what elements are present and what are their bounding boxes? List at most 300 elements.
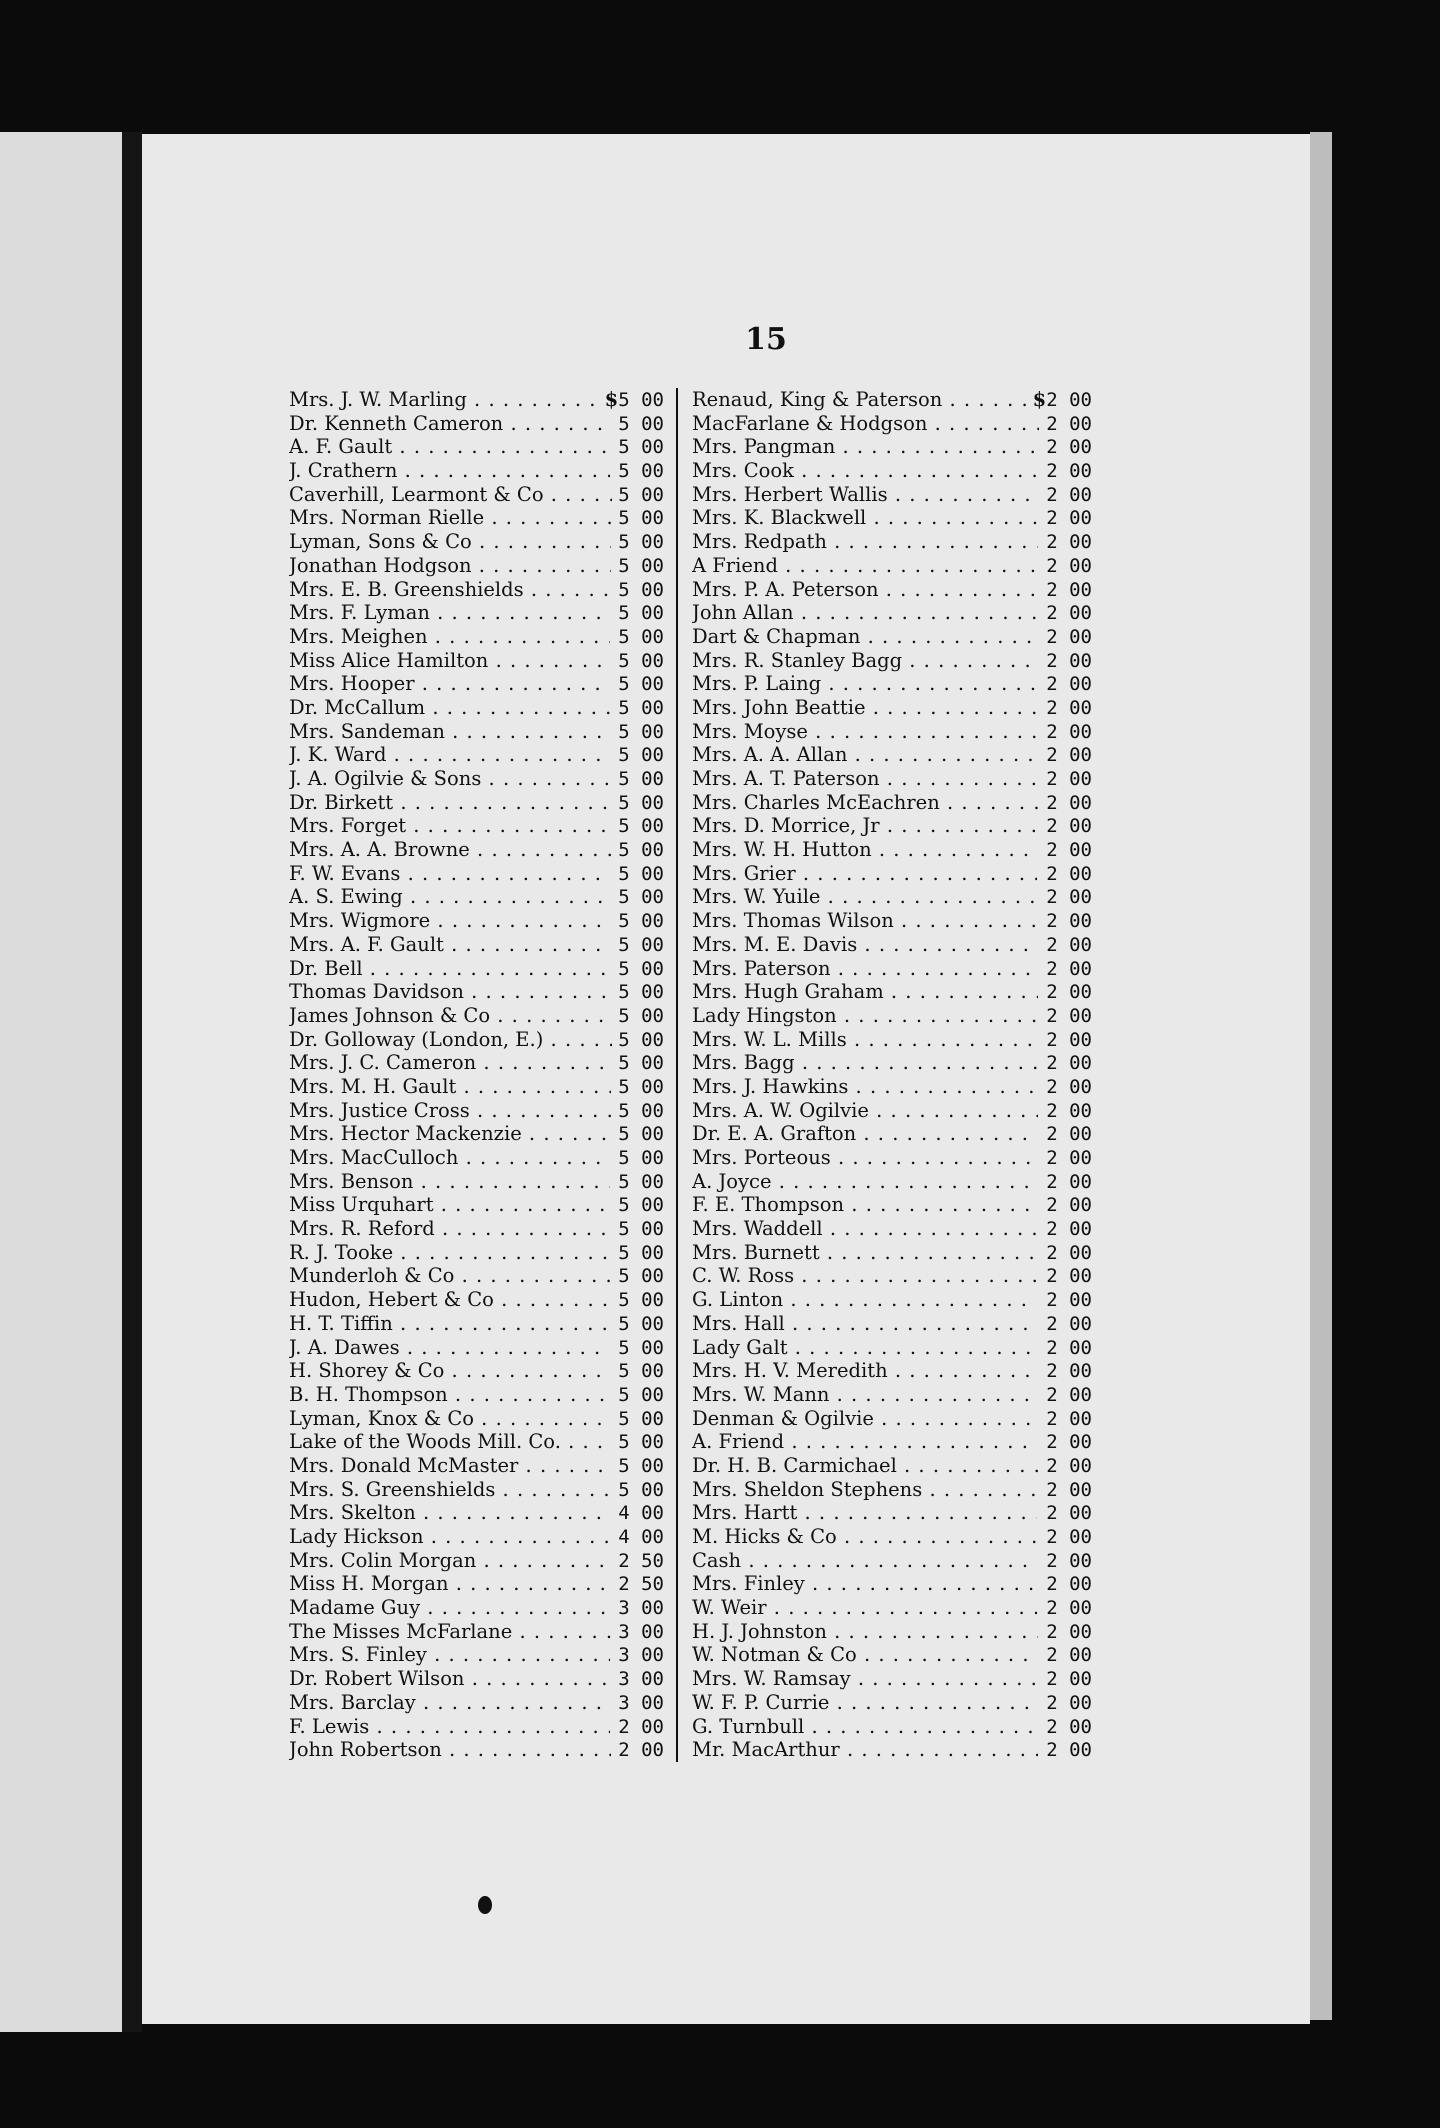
subscriber-name: W. F. P. Currie . . .: [692, 1691, 1038, 1715]
amount: 5 00: [618, 839, 664, 862]
amount: 2 50: [618, 1573, 664, 1596]
list-item: [692, 1549, 1092, 1573]
list-item: [289, 1099, 664, 1123]
subscriber-name: A. Joyce . . .: [692, 1170, 1037, 1194]
subscriber-name: Mrs. P. A. Peterson . . .: [692, 578, 1038, 602]
list-item: [289, 980, 664, 1004]
subscriber-name: Mrs. Herbert Wallis . . .: [692, 483, 1038, 507]
amount: 5 00: [618, 1218, 664, 1241]
list-item: [289, 412, 664, 436]
list-item: [692, 1525, 1092, 1549]
subscriber-name: Mrs. Porteous . . .: [692, 1146, 1038, 1170]
list-item: [289, 1620, 664, 1644]
list-item: [289, 530, 664, 554]
list-item: [692, 1501, 1092, 1525]
subscriber-name: MacFarlane & Hodgson . . .: [692, 412, 1039, 436]
subscriber-name: J. A. Ogilvie & Sons . . .: [289, 767, 611, 791]
amount: 2 00: [1046, 1620, 1092, 1643]
amount: 2 00: [1046, 1549, 1092, 1572]
subscriber-name: Mrs. Thomas Wilson . . .: [692, 909, 1039, 933]
amount: 2 00: [1046, 1526, 1092, 1548]
list-item: [692, 1004, 1092, 1028]
subscriber-name: H. T. Tiffin . . .: [289, 1312, 610, 1336]
list-item: [289, 1667, 664, 1691]
list-item: [289, 1407, 664, 1431]
amount: 2 00: [1046, 696, 1092, 719]
list-item: [289, 1525, 664, 1549]
list-item: [289, 862, 664, 886]
list-item: [289, 1596, 664, 1620]
subscriber-name: Mrs. W. Mann . . .: [692, 1383, 1038, 1407]
subscriber-name: Mrs. H. V. Meredith . . .: [692, 1359, 1038, 1383]
list-item: [692, 1075, 1092, 1099]
amount: 2 00: [1046, 744, 1092, 767]
list-item: [692, 1643, 1092, 1667]
subscriber-name: Mrs. W. Ramsay . . .: [692, 1667, 1038, 1691]
list-item: [692, 1264, 1092, 1288]
list-item: [289, 1075, 664, 1099]
amount: 2 00: [1046, 1218, 1092, 1241]
subscriber-name: Mrs. Finley . . .: [692, 1572, 1037, 1596]
list-item: [692, 1383, 1092, 1407]
subscriber-name: Mrs. Skelton . . .: [289, 1501, 610, 1525]
list-item: [692, 1407, 1092, 1431]
subscriber-name: J. A. Dawes . . .: [289, 1336, 610, 1360]
amount: 2 00: [1046, 1597, 1092, 1620]
list-item: [692, 1146, 1092, 1170]
amount: 2 00: [1046, 1052, 1092, 1075]
amount: 5 00: [618, 933, 664, 956]
subscriber-name: Mrs. Sheldon Stephens . . .: [692, 1478, 1039, 1502]
list-item: [289, 933, 664, 957]
amount: 2 00: [1046, 507, 1092, 530]
amount: 5 00: [618, 1099, 664, 1122]
subscriber-name: Mrs. Hartt . . .: [692, 1501, 1037, 1525]
list-item: [289, 767, 664, 791]
list-item: [692, 649, 1092, 673]
list-item: [289, 1691, 664, 1715]
subscriber-name: Mrs. Pangman . . .: [692, 435, 1038, 459]
list-item: [289, 1501, 664, 1525]
list-item: [289, 1312, 664, 1336]
list-item: [289, 1170, 664, 1194]
subscriber-name: Mrs. Redpath . . .: [692, 530, 1038, 554]
amount: 2 00: [1046, 862, 1092, 885]
subscriber-name: B. H. Thompson . . .: [289, 1383, 611, 1407]
list-item: [289, 1217, 664, 1241]
currency-sign: $: [1032, 388, 1047, 411]
subscriber-name: John Robertson . . .: [289, 1738, 611, 1762]
list-item: [289, 1241, 664, 1265]
list-item: [289, 578, 664, 602]
amount: 2 00: [1046, 957, 1092, 980]
list-item: [692, 933, 1092, 957]
amount: 5 00: [618, 1241, 664, 1264]
list-item: [692, 1051, 1092, 1075]
amount: 2 00: [1046, 1360, 1092, 1383]
amount: 5 00: [618, 981, 664, 1004]
amount: 2 00: [1046, 1336, 1092, 1359]
amount: 2 00: [1046, 1194, 1092, 1217]
subscriber-name: Mrs. Moyse . . .: [692, 720, 1038, 744]
amount: 5 00: [618, 602, 664, 625]
amount: 5 00: [618, 1360, 664, 1383]
list-item: [692, 1715, 1092, 1739]
subscriber-name: Mrs. D. Morrice, Jr . . .: [692, 814, 1038, 838]
amount: 2 00: [1046, 933, 1092, 956]
amount: 3 00: [618, 1668, 664, 1691]
subscriber-name: F. Lewis . . .: [289, 1715, 610, 1739]
list-item: [692, 957, 1092, 981]
amount: 5 00: [618, 554, 664, 577]
list-item: [289, 1193, 664, 1217]
amount: 2 00: [1046, 673, 1092, 696]
list-item: [289, 506, 664, 530]
subscriber-name: John Allan . . .: [692, 601, 1037, 625]
subscriber-list: [289, 388, 1104, 1762]
subscriber-name: Mrs. A. A. Browne . . .: [289, 838, 611, 862]
subscriber-name: Mrs. J. W. Marling . . .: [289, 388, 605, 412]
subscriber-name: Dr. Birkett . . .: [289, 791, 610, 815]
subscriber-name: Mrs. A. T. Paterson . . .: [692, 767, 1038, 791]
subscriber-name: Mrs. P. Laing . . .: [692, 672, 1038, 696]
amount: 5 00: [618, 1075, 664, 1098]
subscriber-name: Mrs. Cook . . .: [692, 459, 1037, 483]
amount: 2 00: [1046, 1099, 1092, 1122]
subscriber-name: J. Crathern . . .: [289, 459, 610, 483]
subscriber-name: W. Notman & Co . . .: [692, 1643, 1038, 1667]
amount: 2 00: [1046, 412, 1092, 435]
list-item: [692, 814, 1092, 838]
amount: 2 00: [1046, 483, 1092, 506]
subscriber-name: Mrs. Charles McEachren . . .: [692, 791, 1039, 815]
amount: 4 00: [618, 1526, 664, 1548]
list-item: [692, 743, 1092, 767]
list-item: [692, 838, 1092, 862]
subscriber-name: Dr. Golloway (London, E.) . . .: [289, 1028, 612, 1052]
subscriber-name: Miss Alice Hamilton . . .: [289, 649, 611, 673]
list-item: [289, 1738, 664, 1762]
subscriber-name: Mrs. S. Greenshields . . .: [289, 1478, 611, 1502]
amount: 2 00: [1046, 1502, 1092, 1525]
subscriber-name: Mrs. MacCulloch . . .: [289, 1146, 611, 1170]
list-item: [289, 1122, 664, 1146]
list-item: [289, 885, 664, 909]
list-item: [692, 1667, 1092, 1691]
amount: 5 00: [618, 1383, 664, 1406]
subscriber-name: Mrs. Paterson . . .: [692, 957, 1038, 981]
amount: 5 00: [618, 768, 664, 790]
subscriber-name: G. Linton . . .: [692, 1288, 1037, 1312]
list-item: [692, 909, 1092, 933]
left-column: [289, 388, 676, 1762]
amount: 5 00: [618, 1170, 664, 1193]
list-item: [289, 1051, 664, 1075]
subscriber-name: Lady Hingston . . .: [692, 1004, 1038, 1028]
amount: 5 00: [618, 1194, 664, 1217]
subscriber-name: Dr. Robert Wilson . . .: [289, 1667, 611, 1691]
subscriber-name: Mrs. A. W. Ogilvie . . .: [692, 1099, 1038, 1123]
amount: 2 00: [1046, 1644, 1092, 1667]
subscriber-name: F. W. Evans . . .: [289, 862, 610, 886]
list-item: [289, 1004, 664, 1028]
subscriber-name: Lyman, Sons & Co . . .: [289, 530, 611, 554]
amount: 5 00: [618, 696, 664, 719]
amount: 2 00: [618, 1739, 664, 1762]
subscriber-name: A. F. Gault . . .: [289, 435, 610, 459]
book-spine: [122, 132, 142, 2032]
amount: 5 00: [618, 1123, 664, 1146]
amount: 2 00: [1046, 389, 1092, 411]
adjacent-page-edge: [0, 132, 122, 2032]
subscriber-name: Jonathan Hodgson . . .: [289, 554, 611, 578]
subscriber-name: A. S. Ewing . . .: [289, 885, 610, 909]
amount: 5 00: [618, 1407, 664, 1430]
amount: 5 00: [618, 957, 664, 980]
ink-speck: [478, 1896, 492, 1914]
list-item: [692, 1122, 1092, 1146]
subscriber-name: Mrs. W. H. Hutton . . .: [692, 838, 1038, 862]
amount: 5 00: [618, 1454, 664, 1477]
subscriber-name: Munderloh & Co . . .: [289, 1264, 611, 1288]
list-item: [289, 1549, 664, 1573]
list-item: [289, 1336, 664, 1360]
list-item: [289, 483, 664, 507]
amount: 5 00: [618, 862, 664, 885]
amount: 5 00: [618, 460, 664, 483]
amount: 3 00: [618, 1597, 664, 1620]
list-item: [692, 696, 1092, 720]
amount: 2 00: [1046, 839, 1092, 862]
subscriber-name: Lake of the Woods Mill. Co. . . .: [289, 1430, 612, 1454]
list-item: [692, 767, 1092, 791]
list-item: [692, 530, 1092, 554]
amount: 5 00: [618, 886, 664, 909]
amount: 2 00: [1046, 1147, 1092, 1169]
list-item: [692, 625, 1092, 649]
list-item: [289, 601, 664, 625]
list-item: [692, 1288, 1092, 1312]
amount: 2 00: [618, 1715, 664, 1738]
list-item: [289, 909, 664, 933]
subscriber-name: Mrs. Grier . . .: [692, 862, 1037, 886]
list-item: [289, 649, 664, 673]
subscriber-name: Mrs. Norman Rielle . . .: [289, 506, 611, 530]
amount: 5 00: [618, 1052, 664, 1075]
list-item: [289, 459, 664, 483]
amount: 5 00: [618, 1336, 664, 1359]
amount: 5 00: [618, 1289, 664, 1312]
subscriber-name: Dr. H. B. Carmichael . . .: [692, 1454, 1039, 1478]
subscriber-name: Mrs. R. Stanley Bagg . . .: [692, 649, 1039, 673]
subscriber-name: Miss H. Morgan . . .: [289, 1572, 611, 1596]
subscriber-name: Dart & Chapman . . .: [692, 625, 1038, 649]
subscriber-name: Mrs. Benson . . .: [289, 1170, 610, 1194]
subscriber-name: Renaud, King & Paterson . . .: [692, 388, 1033, 412]
list-item: [289, 435, 664, 459]
subscriber-name: M. Hicks & Co . . .: [692, 1525, 1038, 1549]
amount: 2 00: [1046, 1123, 1092, 1146]
subscriber-name: Mrs. Donald McMaster . . .: [289, 1454, 611, 1478]
currency-sign: $: [604, 388, 619, 411]
amount: 2 00: [1046, 1715, 1092, 1738]
subscriber-name: Mrs. Meighen . . .: [289, 625, 610, 649]
amount: 2 50: [618, 1549, 664, 1572]
subscriber-name: Mrs. F. Lyman . . .: [289, 601, 610, 625]
amount: 2 00: [1046, 910, 1092, 933]
amount: 2 00: [1046, 1312, 1092, 1335]
subscriber-name: Mrs. S. Finley . . .: [289, 1643, 610, 1667]
list-item: [692, 1620, 1092, 1644]
amount: 2 00: [1046, 1241, 1092, 1264]
amount: 5 00: [618, 412, 664, 435]
subscriber-name: Mrs. Justice Cross . . .: [289, 1099, 611, 1123]
subscriber-name: Mrs. K. Blackwell . . .: [692, 506, 1038, 530]
amount: 2 00: [1046, 1478, 1092, 1501]
list-item: [692, 554, 1092, 578]
list-item: [692, 1193, 1092, 1217]
list-item: [289, 1383, 664, 1407]
list-item: [289, 720, 664, 744]
subscriber-name: Miss Urquhart . . .: [289, 1193, 610, 1217]
subscriber-name: Mrs. J. Hawkins . . .: [692, 1075, 1038, 1099]
amount: 3 00: [618, 1691, 664, 1714]
subscriber-name: Mr. MacArthur . . .: [692, 1738, 1038, 1762]
amount: 2 00: [1046, 1573, 1092, 1596]
list-item: [289, 1454, 664, 1478]
amount: 2 00: [1046, 791, 1092, 814]
list-item: [692, 791, 1092, 815]
subscriber-name: Mrs. Waddell . . .: [692, 1217, 1038, 1241]
subscriber-name: Mrs. J. C. Cameron . . .: [289, 1051, 611, 1075]
amount: 5 00: [618, 1478, 664, 1501]
subscriber-name: W. Weir . . .: [692, 1596, 1037, 1620]
subscriber-name: Mrs. M. E. Davis . . .: [692, 933, 1038, 957]
amount: 2 00: [1046, 1075, 1092, 1098]
amount: 2 00: [1046, 460, 1092, 483]
amount: 2 00: [1046, 554, 1092, 577]
list-item: [692, 1572, 1092, 1596]
subscriber-name: Mrs. W. L. Mills . . .: [692, 1028, 1038, 1052]
list-item: [289, 672, 664, 696]
subscriber-name: Mrs. Sandeman . . .: [289, 720, 611, 744]
subscriber-name: C. W. Ross . . .: [692, 1264, 1037, 1288]
subscriber-name: A. Friend . . .: [692, 1430, 1037, 1454]
subscriber-name: Mrs. Forget . . .: [289, 814, 610, 838]
subscriber-name: H. J. Johnston . . .: [692, 1620, 1038, 1644]
list-item: [692, 1028, 1092, 1052]
right-column: [676, 388, 1104, 1762]
amount: 5 00: [618, 1147, 664, 1169]
list-item: [692, 980, 1092, 1004]
list-item: [289, 957, 664, 981]
amount: 2 00: [1046, 531, 1092, 554]
amount: 2 00: [1046, 1454, 1092, 1477]
list-item: [692, 1430, 1092, 1454]
amount: 2 00: [1046, 1668, 1092, 1691]
amount: 2 00: [1046, 1028, 1092, 1051]
list-item: [692, 1478, 1092, 1502]
amount: 5 00: [618, 1431, 664, 1454]
list-item: [692, 435, 1092, 459]
amount: 5 00: [618, 483, 664, 506]
subscriber-name: Dr. Kenneth Cameron . . .: [289, 412, 611, 436]
subscriber-name: The Misses McFarlane . . .: [289, 1620, 611, 1644]
subscriber-name: Mrs. Barclay . . .: [289, 1691, 610, 1715]
subscriber-name: Mrs. A. A. Allan . . .: [692, 743, 1038, 767]
subscriber-name: Mrs. R. Reford . . .: [289, 1217, 610, 1241]
page-shadow-edge: [1310, 132, 1332, 2020]
list-item: [692, 1336, 1092, 1360]
amount: 5 00: [618, 910, 664, 933]
list-item: [692, 862, 1092, 886]
subscriber-name: Mrs. Hugh Graham . . .: [692, 980, 1038, 1004]
subscriber-name: Dr. McCallum . . .: [289, 696, 610, 720]
amount: 5 00: [618, 1004, 664, 1027]
amount: 3 00: [618, 1644, 664, 1667]
subscriber-name: R. J. Tooke . . .: [289, 1241, 610, 1265]
list-item: [289, 1028, 664, 1052]
subscriber-name: Dr. E. A. Grafton . . .: [692, 1122, 1038, 1146]
list-item: [692, 601, 1092, 625]
subscriber-name: Denman & Ogilvie . . .: [692, 1407, 1038, 1431]
subscriber-name: Mrs. E. B. Greenshields . . .: [289, 578, 611, 602]
amount: 2 00: [1046, 649, 1092, 672]
amount: 2 00: [1046, 1407, 1092, 1430]
amount: 3 00: [618, 1620, 664, 1643]
amount: 2 00: [1046, 720, 1092, 743]
amount: 5 00: [618, 1312, 664, 1335]
amount: 5 00: [618, 436, 664, 459]
subscriber-name: Madame Guy . . .: [289, 1596, 610, 1620]
subscriber-name: Mrs. Colin Morgan . . .: [289, 1549, 611, 1573]
list-item: [289, 625, 664, 649]
amount: 5 00: [618, 815, 664, 838]
list-item: [289, 838, 664, 862]
amount: 2 00: [1046, 1739, 1092, 1762]
subscriber-name: G. Turnbull . . .: [692, 1715, 1037, 1739]
amount: 5 00: [618, 389, 664, 411]
subscriber-name: Hudon, Hebert & Co . . .: [289, 1288, 611, 1312]
amount: 5 00: [618, 673, 664, 696]
amount: 2 00: [1046, 1691, 1092, 1714]
subscriber-name: Caverhill, Learmont & Co . . .: [289, 483, 612, 507]
amount: 5 00: [618, 1028, 664, 1051]
subscriber-name: Mrs. Hooper . . .: [289, 672, 610, 696]
subscriber-name: Mrs. Wigmore . . .: [289, 909, 610, 933]
list-item: [289, 791, 664, 815]
subscriber-name: Mrs. M. H. Gault . . .: [289, 1075, 611, 1099]
list-item: [692, 720, 1092, 744]
amount: 2 00: [1046, 436, 1092, 459]
subscriber-name: Mrs. Burnett . . .: [692, 1241, 1038, 1265]
list-item: [289, 1146, 664, 1170]
subscriber-name: James Johnson & Co . . .: [289, 1004, 611, 1028]
amount: 5 00: [618, 649, 664, 672]
amount: 5 00: [618, 744, 664, 767]
amount: 4 00: [618, 1502, 664, 1525]
list-item: [692, 1359, 1092, 1383]
list-item: [289, 1478, 664, 1502]
amount: 5 00: [618, 507, 664, 530]
list-item: [692, 1217, 1092, 1241]
amount: 2 00: [1046, 1431, 1092, 1454]
list-item: [289, 1572, 664, 1596]
page-number: 15: [745, 322, 787, 357]
subscriber-name: H. Shorey & Co . . .: [289, 1359, 611, 1383]
amount: 2 00: [1046, 981, 1092, 1004]
amount: 2 00: [1046, 815, 1092, 838]
